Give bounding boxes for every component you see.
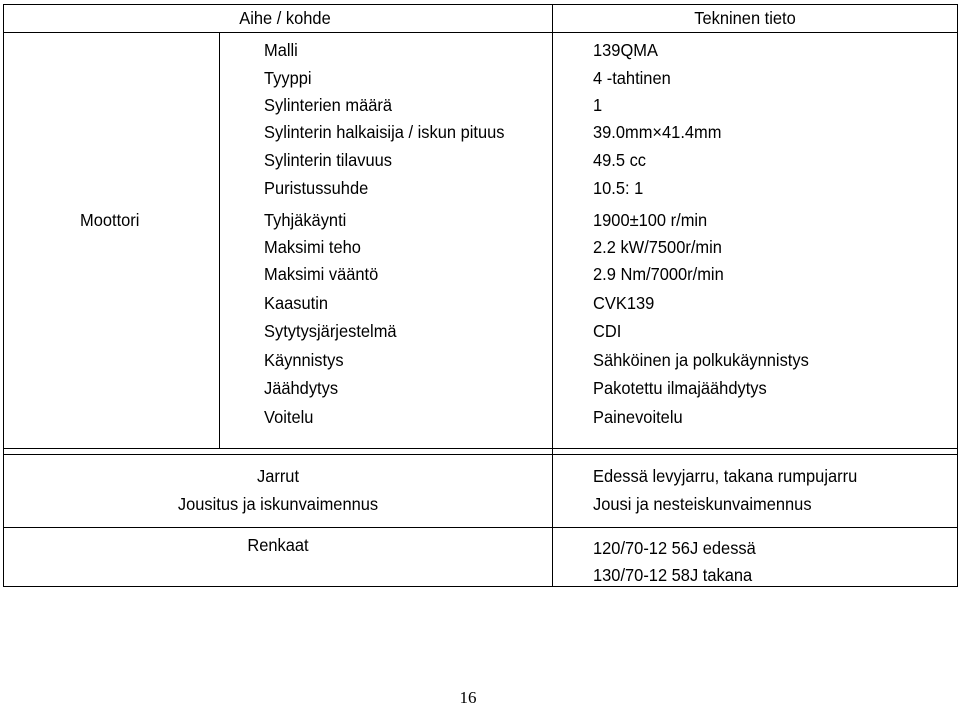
table-right-border (957, 4, 958, 587)
suspension-label: Jousitus ja iskunvaimennus (177, 494, 379, 514)
table-left-border (3, 4, 4, 587)
engine-row-name: Sytytysjärjestelmä (264, 321, 397, 341)
engine-row-name: Käynnistys (264, 350, 344, 370)
tires-rear-value: 130/70-12 58J takana (593, 565, 753, 585)
engine-section-label: Moottori (80, 210, 140, 230)
header-subject: Aihe / kohde (239, 8, 331, 28)
engine-row-name: Kaasutin (264, 293, 329, 313)
engine-row-value: 4 -tahtinen (593, 68, 671, 88)
engine-row-name: Maksimi vääntö (264, 264, 379, 284)
engine-row-value: 10.5: 1 (593, 178, 644, 198)
column-divider-value (552, 4, 553, 587)
engine-section-divider-top (3, 448, 958, 449)
engine-row-name: Sylinterin halkaisija / iskun pituus (264, 122, 505, 142)
engine-row-name: Malli (264, 40, 298, 60)
brakes-section-divider (3, 527, 958, 528)
engine-row-name: Voitelu (264, 407, 314, 427)
engine-row-name: Tyhjäkäynti (264, 210, 347, 230)
engine-row-value: 139QMA (593, 40, 658, 60)
engine-row-value: 2.2 kW/7500r/min (593, 237, 722, 257)
engine-row-value: 2.9 Nm/7000r/min (593, 264, 724, 284)
engine-row-name: Tyyppi (264, 68, 312, 88)
engine-row-value: Pakotettu ilmajäähdytys (593, 378, 767, 398)
engine-row-value: 49.5 cc (593, 150, 647, 170)
table-bottom-border (3, 586, 958, 587)
engine-row-value: 1 (593, 95, 603, 115)
engine-section-divider-bottom (3, 454, 958, 455)
engine-row-name: Sylinterien määrä (264, 95, 393, 115)
page-number: 16 (459, 688, 477, 707)
tires-label: Renkaat (247, 535, 309, 555)
tires-front-value: 120/70-12 56J edessä (593, 538, 756, 558)
engine-row-name: Puristussuhde (264, 178, 369, 198)
engine-row-name: Sylinterin tilavuus (264, 150, 393, 170)
engine-row-value: 1900±100 r/min (593, 210, 708, 230)
engine-row-value: CVK139 (593, 293, 655, 313)
engine-row-value: Sähköinen ja polkukäynnistys (593, 350, 809, 370)
header-row-divider (3, 32, 958, 33)
suspension-value: Jousi ja nesteiskunvaimennus (593, 494, 812, 514)
engine-row-value: CDI (593, 321, 622, 341)
engine-row-value: 39.0mm×41.4mm (593, 122, 722, 142)
brakes-label: Jarrut (256, 466, 300, 486)
engine-row-name: Jäähdytys (264, 378, 339, 398)
engine-row-name: Maksimi teho (264, 237, 361, 257)
engine-row-value: Painevoitelu (593, 407, 683, 427)
column-divider-subject (219, 32, 220, 449)
brakes-value: Edessä levyjarru, takana rumpujarru (593, 466, 858, 486)
header-technical-info: Tekninen tieto (694, 8, 796, 28)
